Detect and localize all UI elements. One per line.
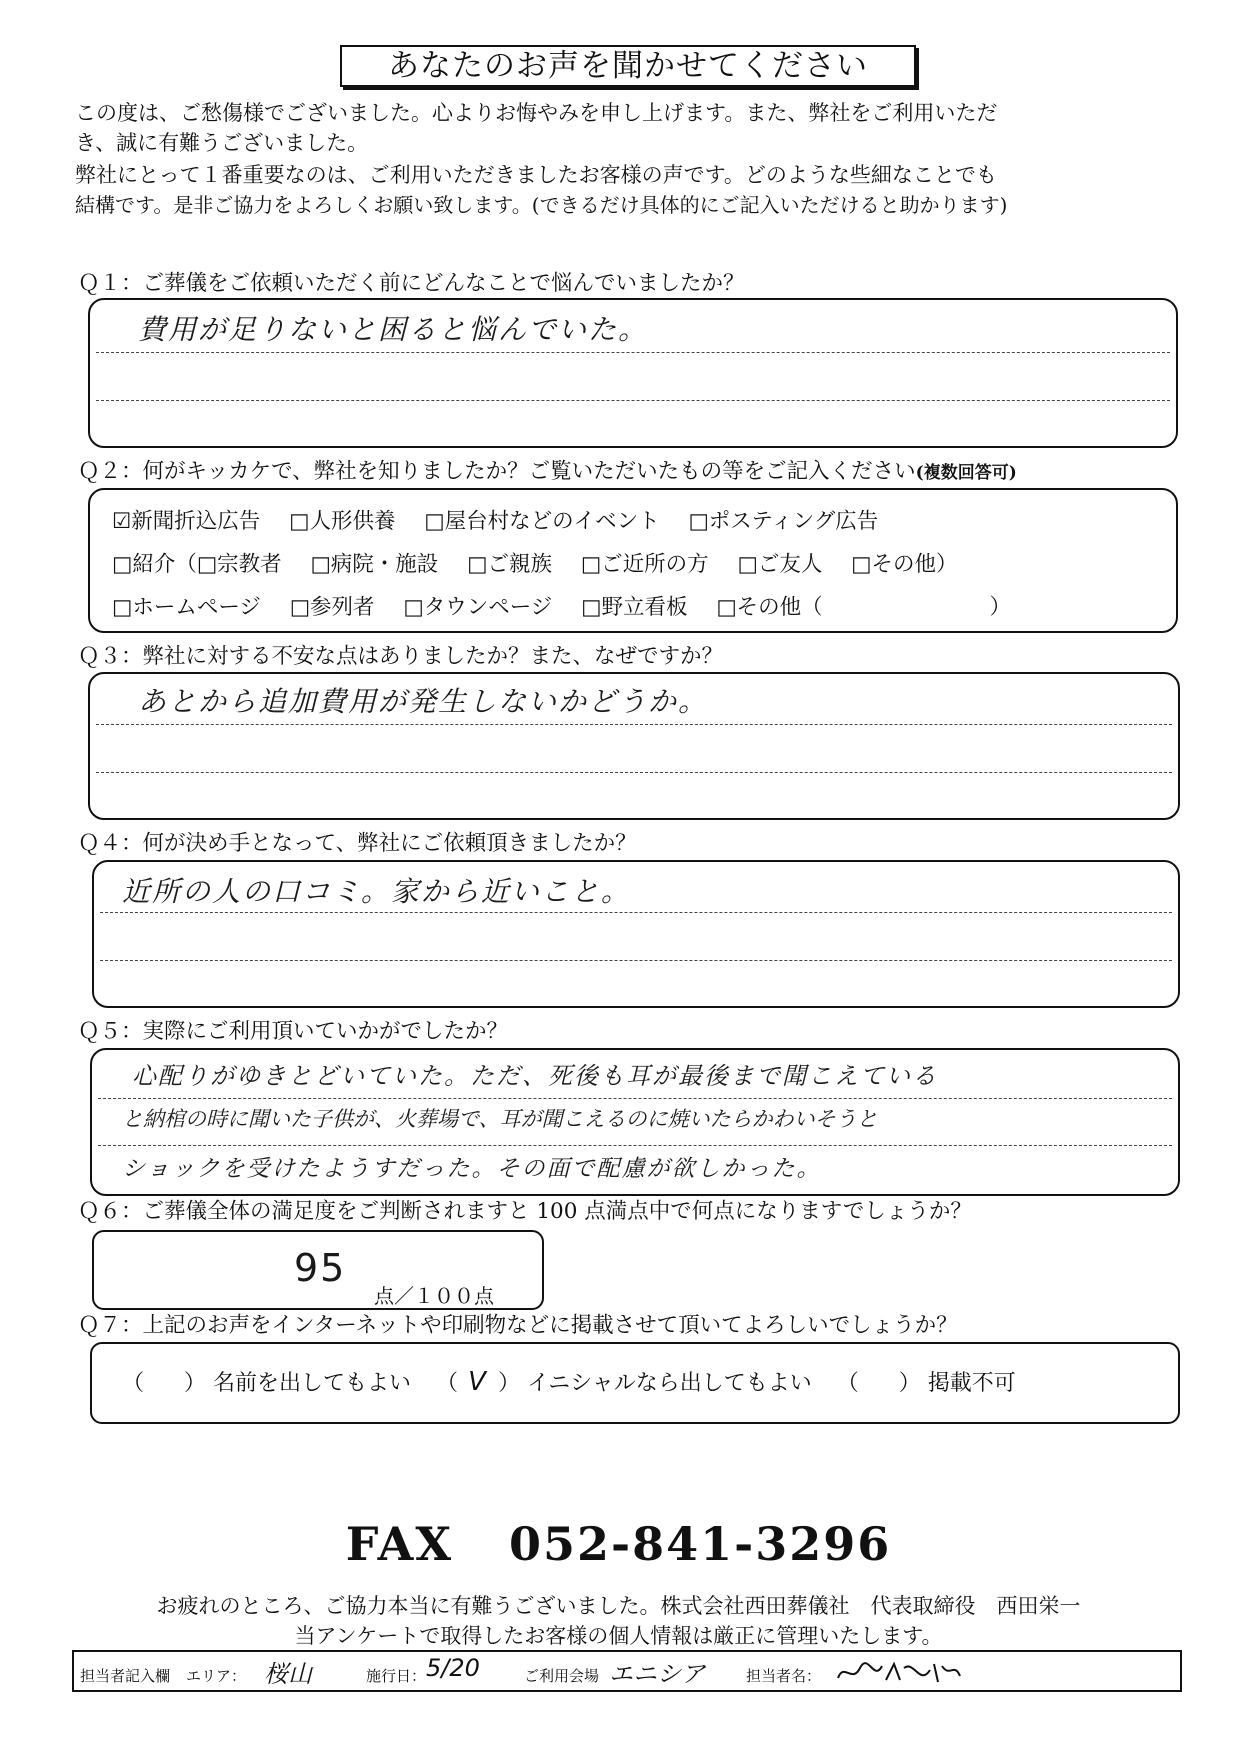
staff-area-value[interactable]: 桜山	[264, 1660, 312, 1688]
fax-number[interactable]: 052-841-3296	[509, 1517, 892, 1571]
q2-opt-hospital[interactable]: □病院・施設	[310, 552, 439, 577]
q2-opt-other-close: ）	[989, 595, 1011, 620]
q5-rule-2	[98, 1145, 1172, 1146]
q2-opt-stall-event[interactable]: □屋台村などのイベント	[424, 509, 660, 534]
q2-opt-relatives[interactable]: □ご親族	[467, 552, 552, 577]
q7-opt2-close: ）	[498, 1371, 521, 1396]
q7-opt3-close: ）	[898, 1371, 921, 1396]
q2-opt-attendee[interactable]: □参列者	[289, 595, 375, 620]
intro-line-1: この度は、ご愁傷様でございました。心よりお悔やみを申し上げます。また、弊社をご利用いただ	[75, 101, 998, 125]
q3-answer-box[interactable]	[88, 672, 1180, 820]
q3-answer-text: あとから追加費用が発生しないかどうか。	[138, 685, 709, 718]
q7-opt2-label[interactable]: イニシャルなら出してもよい	[527, 1371, 812, 1396]
q1-answer-text: 費用が足りないと困ると悩んでいた。	[138, 313, 649, 346]
fax-label: FAX	[345, 1517, 454, 1571]
staff-entry-box	[72, 1650, 1182, 1692]
q5-answer-line-3: ショックを受けたようすだった。その面で配慮が欲しかった。	[122, 1156, 822, 1182]
q4-answer-box[interactable]	[92, 860, 1180, 1008]
q2-options-box	[88, 488, 1178, 633]
q3-question: Ｑ３：弊社に対する不安な点はありましたか？また、なぜですか？	[78, 644, 724, 669]
staff-person-signature	[834, 1658, 964, 1688]
q2-opt-homepage[interactable]: □ホームページ	[112, 595, 261, 620]
q2-opt-doll-memorial[interactable]: □人形供養	[289, 509, 396, 534]
staff-venue-value[interactable]: エニシア	[609, 1660, 705, 1688]
q2-multi-answer-note: (複数回答可)	[915, 463, 1017, 483]
intro-line-3: 弊社にとって１番重要なのは、ご利用いただきましたお客様の声です。どのような些細なことでも	[75, 163, 997, 187]
q2-option-row-1	[112, 504, 900, 535]
q2-question-text: Ｑ２：何がキッカケで、弊社を知りましたか？ご覧いただいたもの等をご記入ください	[78, 459, 916, 484]
q3-rule-2	[96, 772, 1172, 773]
q7-question: Ｑ７：上記のお声をインターネットや印刷物などに掲載させて頂いてよろしいでしょうか？	[78, 1313, 958, 1338]
q5-answer-line-2: と納棺の時に聞いた子供が、火葬場で、耳が聞こえるのに焼いたらかわいそうと	[122, 1107, 878, 1131]
staff-date-label: 施行日：	[366, 1667, 427, 1685]
q3-rule-1	[96, 724, 1172, 725]
survey-title: あなたのお声を聞かせてください	[340, 45, 916, 87]
q5-answer-line-1: 心配りがゆきとどいていた。ただ、死後も耳が最後まで聞こえている	[132, 1062, 938, 1090]
q6-score-unit: 点／１００点	[374, 1284, 494, 1308]
q6-score-box[interactable]	[92, 1230, 544, 1310]
q2-opt-posting-ad[interactable]: □ポスティング広告	[688, 509, 879, 534]
q7-opt1-open: （	[122, 1371, 145, 1396]
footer-privacy: 当アンケートで取得したお客様の個人情報は厳正に管理いたします。	[294, 1624, 943, 1648]
fax-line	[0, 1517, 1237, 1571]
staff-venue-label: ご利用会場	[524, 1667, 600, 1685]
q2-opt-newspaper-insert[interactable]: ☑新聞折込広告	[112, 509, 261, 534]
footer-thanks: お疲れのところ、ご協力本当に有難うございました。株式会社西田葬儀社 代表取締役 西田栄一	[156, 1594, 1081, 1618]
q1-rule-1	[96, 352, 1170, 353]
q5-question: Ｑ５：実際にご利用頂いていかがでしたか？	[78, 1019, 509, 1044]
q4-rule-1	[100, 912, 1172, 913]
q7-opt3-label[interactable]: 掲載不可	[927, 1371, 1016, 1396]
q2-opt-neighbors[interactable]: □ご近所の方	[580, 552, 709, 577]
q2-opt-referral-religious[interactable]: □紹介（□宗教者	[112, 552, 282, 577]
q7-option-row	[122, 1366, 1016, 1397]
q7-opt1-close: ）	[184, 1371, 207, 1396]
q5-rule-1	[98, 1098, 1172, 1099]
staff-person-label: 担当者名：	[746, 1667, 822, 1685]
q4-answer-text: 近所の人の口コミ。家から近いこと。	[122, 875, 631, 908]
q2-opt-other[interactable]: □その他（	[716, 595, 823, 620]
q4-rule-2	[100, 960, 1172, 961]
q2-question	[78, 458, 1017, 487]
q2-opt-billboard[interactable]: □野立看板	[581, 595, 688, 620]
q2-option-row-3	[112, 590, 1033, 621]
q7-opt3-open: （	[836, 1371, 859, 1396]
intro-line-4: 結構です。是非ご協力をよろしくお願い致します。(できるだけ具体的にご記入いただけると助かります)	[75, 193, 1008, 217]
q7-opt1-label[interactable]: 名前を出してもよい	[213, 1371, 412, 1396]
q2-option-row-2	[112, 547, 980, 578]
staff-date-value[interactable]: 5/20	[426, 1654, 480, 1682]
q1-rule-2	[96, 400, 1170, 401]
q5-answer-box[interactable]	[90, 1048, 1180, 1196]
q6-score-value: 95	[294, 1246, 347, 1290]
intro-line-2: き、誠に有難うございました。	[75, 131, 369, 155]
q2-opt-other-referral[interactable]: □その他）	[851, 552, 958, 577]
q1-answer-box[interactable]	[88, 298, 1178, 448]
q6-question: Ｑ６：ご葬儀全体の満足度をご判断されますと 100 点満点中で何点になりますでしょうか？	[78, 1199, 972, 1224]
staff-area-label: エリア：	[186, 1667, 247, 1685]
q2-opt-town-page[interactable]: □タウンページ	[403, 595, 553, 620]
q1-question: Ｑ１：ご葬儀をご依頼いただく前にどんなことで悩んでいましたか？	[78, 271, 745, 296]
q4-question: Ｑ４：何が決め手となって、弊社にご依頼頂きましたか？	[78, 831, 637, 856]
staff-section-label: 担当者記入欄	[80, 1667, 171, 1685]
q2-opt-friends[interactable]: □ご友人	[737, 552, 823, 577]
q7-opt2-mark[interactable]: V	[468, 1367, 488, 1397]
q7-opt2-open: （	[436, 1371, 459, 1396]
q7-options-box	[90, 1342, 1180, 1424]
